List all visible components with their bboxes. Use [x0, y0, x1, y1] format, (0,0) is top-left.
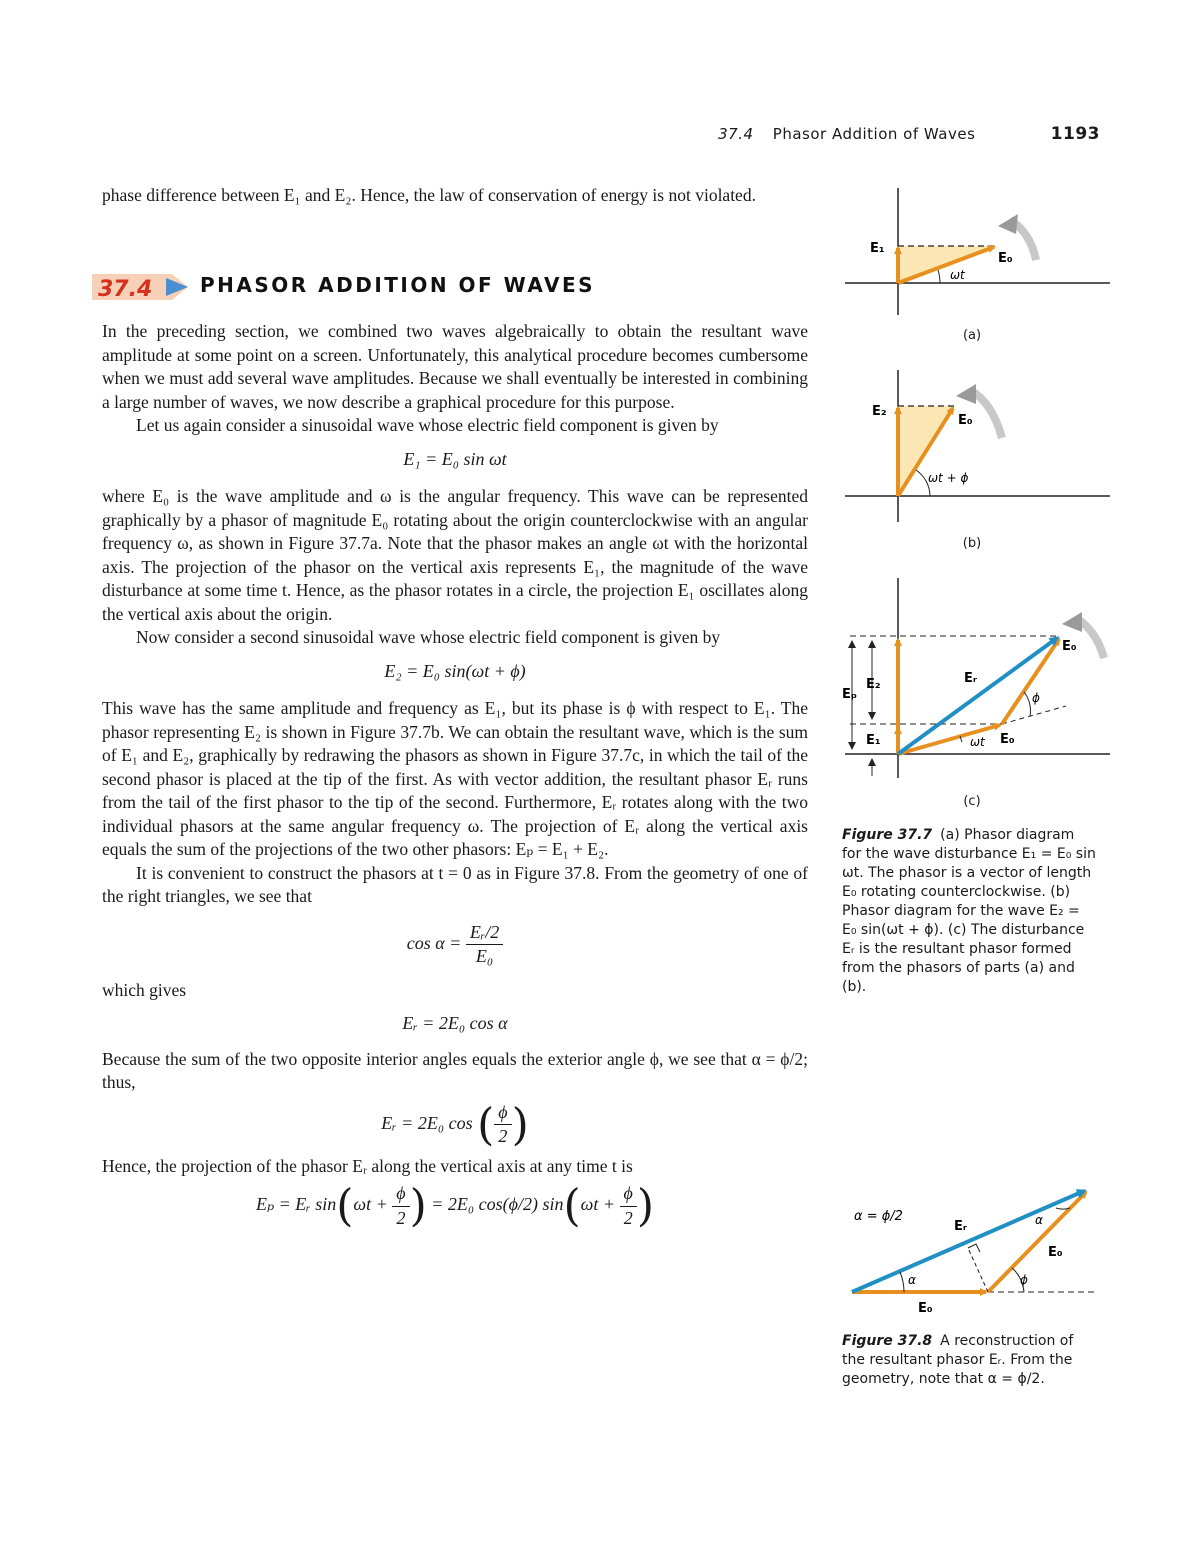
label-alpha-eq: α = ϕ/2	[854, 1209, 903, 1224]
equation-6-part-d: ωt +	[580, 1194, 616, 1215]
paragraph-6: It is convenient to construct the phasors at t = 0 as in Figure 37.8. From the geometry of one of the right triangles, we see that	[102, 862, 808, 906]
paragraph-7: which gives	[102, 979, 187, 1000]
equation-6-fraction-2	[620, 1182, 637, 1230]
figure-37-8-caption	[842, 1332, 1097, 1389]
panel-b-label: (b)	[962, 536, 982, 551]
paragraph-4: Now consider a second sinusoidal wave whose electric field component is given by	[136, 627, 721, 647]
figure-37-8	[840, 1178, 1100, 1320]
paragraph-intro: phase difference between E₁ and E₂. Hence, the law of conservation of energy is not violated.	[102, 185, 756, 205]
equation-5-fraction	[494, 1101, 511, 1149]
figure-37-7-caption	[842, 826, 1097, 997]
panel-a-label: (a)	[962, 328, 982, 343]
label-E0-a: E₀	[998, 251, 1013, 266]
figure-37-7-caption-text: (a) Phasor diagram for the wave disturbance E₁ = E₀ sin ωt. The phasor is a vector of length E₀ rotating counterclockwise. (b) Phasor diagram for the wave E₂ = E₀ sin(ωt + ϕ). (c) The disturbance Eᵣ is the resultant phasor formed from the phasors of parts (a) and (b).	[842, 827, 1096, 995]
equation-5-numerator: ϕ	[494, 1101, 511, 1126]
section-title: Phasor Addition of Waves	[772, 125, 976, 143]
label-E0-c-upper: E₀	[1062, 639, 1077, 654]
equation-4: Eᵣ = 2E₀ cos α	[402, 1013, 508, 1033]
paragraph-9: Hence, the projection of the phasor Eᵣ along the vertical axis at any time t is	[102, 1155, 633, 1176]
figure-37-7-panel-b	[845, 370, 1110, 522]
equation-6-denominator-1: 2	[396, 1207, 406, 1228]
equation-2: E₂ = E₀ sin(ωt + ϕ)	[384, 660, 526, 681]
equation-6-part-b: ωt +	[353, 1194, 388, 1215]
equation-6-numerator-2: ϕ	[620, 1182, 637, 1207]
equation-6-part-c: = 2E₀ cos(ϕ/2) sin	[431, 1194, 564, 1215]
figure-37-7	[830, 180, 1130, 820]
label-ER-38: Eᵣ	[954, 1219, 967, 1234]
equation-6-fraction-1	[392, 1182, 409, 1230]
equation-5-denominator: 2	[498, 1126, 508, 1146]
label-wt-c: ωt	[970, 735, 985, 749]
equation-3-lhs: cos α =	[406, 932, 462, 953]
rotation-arrow-icon	[1062, 612, 1082, 632]
page-number: 1193	[1050, 124, 1100, 144]
label-ER-c: Eᵣ	[964, 671, 977, 686]
paragraph-8: Because the sum of the two opposite interior angles equals the exterior angle ϕ, we see that α = ϕ/2; thus,	[102, 1048, 808, 1092]
label-wt-a: ωt	[950, 268, 965, 282]
figure-37-7-panel-a	[845, 188, 1110, 315]
label-E0-b: E₀	[958, 413, 973, 428]
label-E1-c: E₁	[866, 733, 881, 748]
rotation-arrow-icon	[956, 384, 976, 404]
main-body	[102, 320, 808, 1230]
rotation-arrow-icon	[998, 214, 1018, 234]
figure-37-7-label: Figure 37.7	[842, 827, 933, 843]
equation-3	[102, 921, 808, 969]
label-phi-38: ϕ	[1020, 1273, 1028, 1287]
equation-6: Eₚ = Eᵣ sin(ωt + $\frac{\phi}{2}$ ) = 2E₀ cos(ϕ/2) sin(ωt + $\frac{\phi}{2}$ )	[255, 1180, 655, 1232]
figure-37-8-caption-text: A reconstruction of the resultant phasor Eᵣ. From the geometry, note that α = ϕ/2.	[842, 1333, 1074, 1387]
paragraph-5: This wave has the same amplitude and frequency as E₁, but its phase is ϕ with respect to E₁. The phasor representing E₂ is shown in Figure 37.7b. We can obtain the resultant wave, which is the sum of E₁ and E₂, graphically by redrawing the phasors as shown in Figure 37.7c, in which the tail of the second phasor is placed at the tip of the first. As with vector addition, the resultant phasor Eᵣ runs from the tail of the first phasor to the tip of the second. Furthermore, Eᵣ rotates along with the two individual phasors at the same angular frequency ω. The projection of Eᵣ along the vertical axis equals the sum of the projections of the two other phasors: Eₚ = E₁ + E₂.	[102, 698, 808, 859]
label-E2-b: E₂	[872, 404, 887, 419]
equation-5: Eᵣ = 2E₀ cos ( $\frac{\phi}{2}$ )	[381, 1098, 529, 1150]
section-number: 37.4	[718, 125, 754, 143]
paragraph-3: where E₀ is the wave amplitude and ω is the angular frequency. This wave can be represented graphically by a phasor of magnitude E₀ rotating about the origin counterclockwise with an angular frequency ω, as shown in Figure 37.7a. Note that the phasor makes an angle ωt with the horizontal axis. The projection of the phasor on the vertical axis represents E₁, the magnitude of the wave disturbance at some time t. Hence, as the phasor rotates in a circle, the projection E₁ oscillates along the vertical axis about the origin.	[102, 486, 808, 624]
label-E1-a: E₁	[870, 241, 885, 256]
running-head	[0, 124, 1100, 144]
equation-5-lhs: Eᵣ = 2E₀ cos	[381, 1112, 473, 1133]
label-phi-c: ϕ	[1032, 691, 1040, 705]
equation-1: E₁ = E₀ sin ωt	[403, 448, 507, 469]
section-heading: PHASOR ADDITION OF WAVES	[200, 273, 596, 297]
panel-c-label: (c)	[963, 794, 981, 809]
equation-3-numerator: Eᵣ/2	[466, 921, 503, 946]
equation-6-numerator-1: ϕ	[392, 1182, 409, 1207]
paragraph-2: Let us again consider a sinusoidal wave whose electric field component is given by	[136, 415, 719, 435]
paragraph-1: In the preceding section, we combined two waves algebraically to obtain the resultant wave amplitude at some point on a screen. Unfortunately, this analytical procedure becomes cumbersome when we must add several wave amplitudes. Because we shall eventually be interested in combining a large number of waves, we now describe a graphical procedure for this purpose.	[102, 321, 808, 412]
label-E2-c: E₂	[866, 677, 881, 692]
section-badge-number: 37.4	[98, 277, 153, 302]
label-E0-38-upper: E₀	[1048, 1245, 1063, 1260]
figure-37-7-panel-c	[842, 578, 1110, 778]
label-alpha-upper: α	[1035, 1213, 1043, 1227]
equation-6-denominator-2: 2	[623, 1207, 633, 1228]
equation-3-denominator: E₀	[475, 946, 494, 966]
label-alpha-lower: α	[908, 1273, 916, 1287]
section-badge	[90, 270, 190, 304]
equation-3-fraction	[466, 921, 503, 969]
label-EP-c: Eₚ	[842, 687, 858, 702]
label-E0-c-lower: E₀	[1000, 732, 1015, 747]
label-E0-38-lower: E₀	[918, 1301, 933, 1316]
figure-37-8-label: Figure 37.8	[842, 1333, 933, 1349]
equation-6-part-a: Eₚ = Eᵣ sin	[255, 1194, 337, 1215]
intro-paragraph	[102, 184, 808, 208]
label-wt-phi-b: ωt + ϕ	[928, 471, 969, 485]
